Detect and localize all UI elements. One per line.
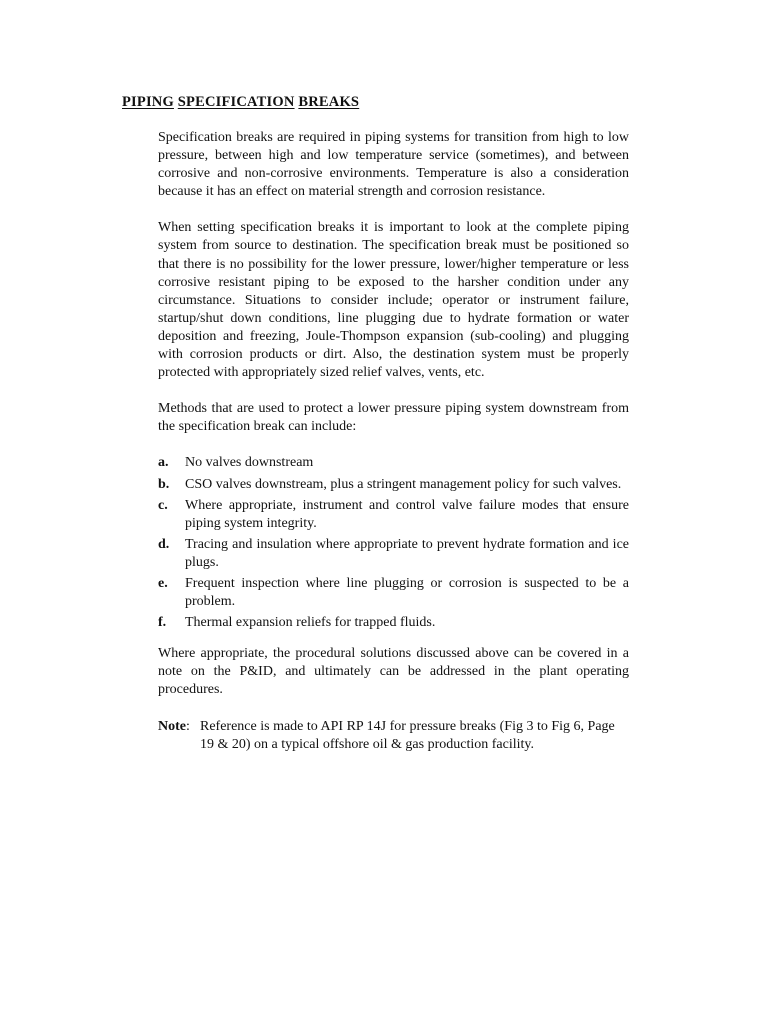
title-word: BREAKS bbox=[298, 94, 360, 110]
list-item bbox=[158, 476, 629, 494]
note-block bbox=[158, 718, 629, 754]
list-letter: e. bbox=[158, 575, 168, 591]
list-item bbox=[158, 454, 629, 472]
note-text: Reference is made to API RP 14J for pressure breaks (Fig 3 to Fig 6, Page 19 & 20) on a typical offshore oil & gas production facility. bbox=[200, 718, 615, 752]
paragraph-intro: Specification breaks are required in piping systems for transition from high to low pressure, between high and low temperature service (sometimes), and between corrosive and non-corrosive environments. Temperature is also a consideration because it has an effect on material strength and corrosion resistance. bbox=[158, 130, 629, 200]
list-item bbox=[158, 575, 629, 611]
list-text: Thermal expansion reliefs for trapped fluids. bbox=[185, 615, 436, 631]
paragraph-methods: Methods that are used to protect a lower pressure piping system downstream from the specification break can include: bbox=[158, 401, 629, 435]
list-letter: c. bbox=[158, 497, 168, 513]
list-text: No valves downstream bbox=[185, 455, 314, 471]
methods-list bbox=[158, 454, 629, 632]
list-text: Where appropriate, instrument and control valve failure modes that ensure piping system integrity. bbox=[185, 497, 629, 531]
note-label bbox=[158, 718, 200, 754]
note-label-text: Note bbox=[158, 718, 186, 734]
list-text: CSO valves downstream, plus a stringent management policy for such valves. bbox=[185, 476, 622, 492]
paragraph-setting-breaks: When setting specification breaks it is important to look at the complete piping system from source to destination. The specification break must be positioned so that there is no possibility for the lower pressure, lower/higher temperature or less corrosive resistant piping to be exposed to the harsher condition under any circumstance. Situations to consider include; operator or instrument failure, startup/shut down conditions, line plugging due to hydrate formation or water deposition and freezing, Joule-Thompson expansion (sub-cooling) and plugging with corrosion products or dirt. Also, the destination system must be properly protected with appropriately sized relief valves, vents, etc. bbox=[158, 220, 629, 381]
document-body bbox=[158, 129, 629, 754]
page-title bbox=[122, 94, 359, 111]
list-item bbox=[158, 614, 629, 632]
list-letter: d. bbox=[158, 536, 170, 552]
note-separator: : bbox=[186, 718, 190, 734]
list-letter: a. bbox=[158, 455, 169, 471]
list-letter: b. bbox=[158, 476, 170, 492]
title-word: SPECIFICATION bbox=[177, 94, 295, 110]
list-letter: f. bbox=[158, 615, 167, 631]
list-item bbox=[158, 536, 629, 572]
list-text: Tracing and insulation where appropriate to prevent hydrate formation and ice plugs. bbox=[185, 536, 629, 570]
paragraph-closing: Where appropriate, the procedural solutions discussed above can be covered in a note on the P&ID, and ultimately can be addressed in the plant operating procedures. bbox=[158, 646, 629, 698]
title-word: PIPING bbox=[122, 94, 174, 110]
list-item bbox=[158, 497, 629, 533]
list-text: Frequent inspection where line plugging or corrosion is suspected to be a problem. bbox=[185, 575, 629, 610]
